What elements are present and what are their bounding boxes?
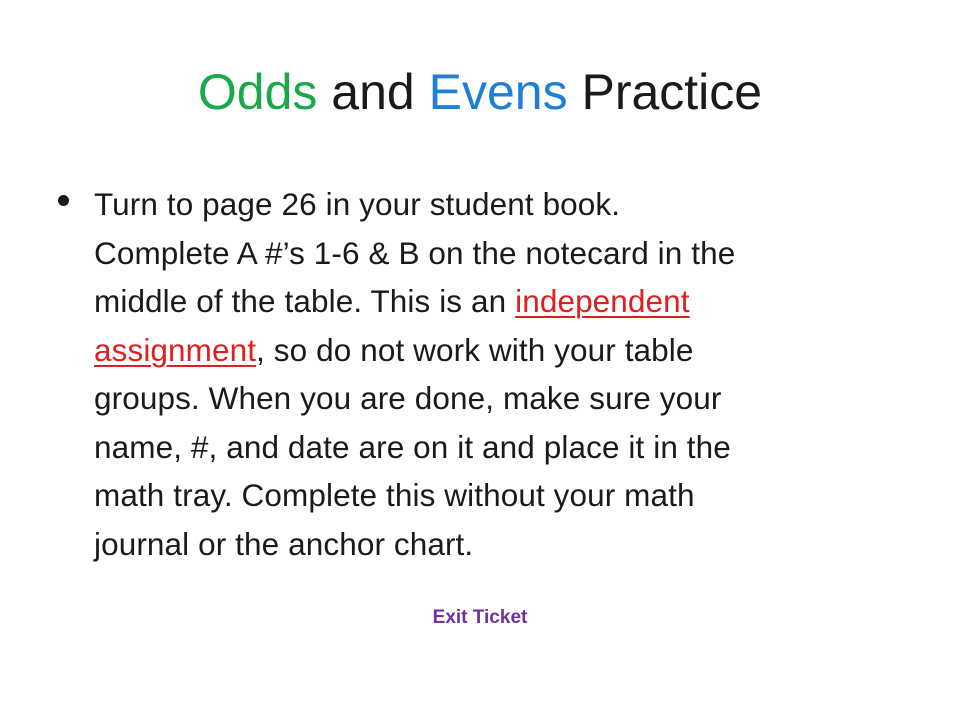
title-word-evens: Evens <box>428 64 568 120</box>
slide-title <box>0 62 960 122</box>
instruction-line-8: journal or the anchor chart. <box>94 525 474 562</box>
title-word-odds: Odds <box>197 64 318 120</box>
title-word-practice: Practice <box>567 64 763 120</box>
instruction-text <box>94 180 888 568</box>
bullet-item <box>58 180 888 568</box>
instruction-line-5: groups. When you are done, make sure your <box>94 380 722 416</box>
instruction-line-2: Complete A #’s 1-6 & B on the notecard in the <box>94 234 736 271</box>
instruction-line-1: Turn to page 26 in your student book. <box>94 186 621 222</box>
instruction-line-6: name, #, and date are on it and place it in the <box>94 428 731 465</box>
instruction-line-4-text: , so do not work with your table <box>256 331 694 368</box>
instruction-line-4 <box>94 326 888 375</box>
instruction-line-7: math tray. Complete this without your math <box>94 477 695 513</box>
exit-ticket-label: Exit Ticket <box>432 607 528 628</box>
highlight-independent: independent <box>515 283 690 319</box>
slide-body <box>58 180 888 568</box>
title-word-and: and <box>317 64 429 120</box>
instruction-line-3 <box>94 277 888 326</box>
instruction-line-3-text: middle of the table. This is an <box>94 283 516 319</box>
bullet-dot-icon <box>58 195 69 206</box>
highlight-assignment: assignment <box>94 331 257 368</box>
